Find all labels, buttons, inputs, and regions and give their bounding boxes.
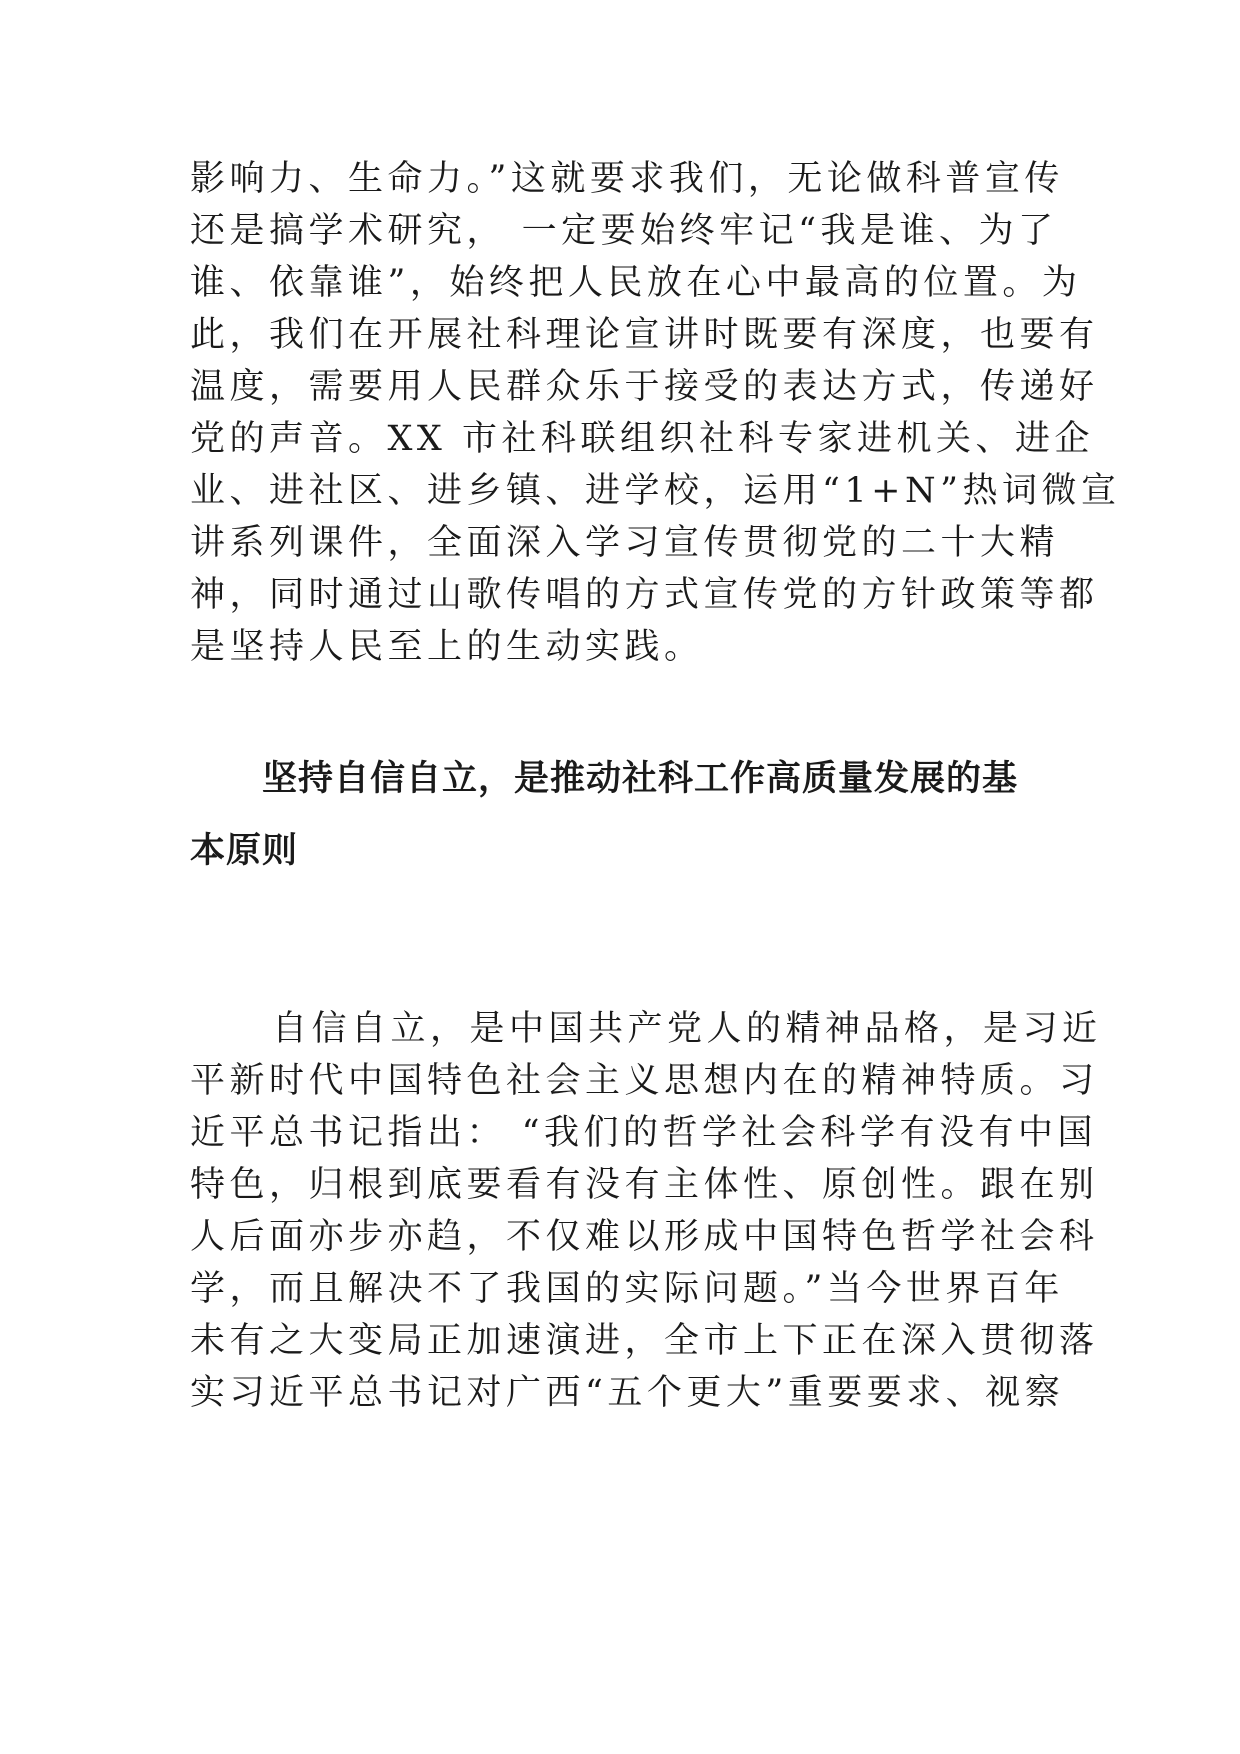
paragraph-line: 特色，归根到底要看有没有主体性、原创性。跟在别 xyxy=(190,1165,1099,1205)
paragraph-line: 未有之大变局正加速演进，全市上下正在深入贯彻落 xyxy=(190,1321,1099,1361)
paragraph-line: 实习近平总书记对广西“五个更大”重要要求、视察 xyxy=(190,1373,1065,1413)
paragraph-line: 是坚持人民至上的生动实践。 xyxy=(190,627,704,667)
paragraph-line: 学，而且解决不了我国的实际问题。”当今世界百年 xyxy=(190,1269,1064,1309)
paragraph-line: 此，我们在开展社科理论宣讲时既要有深度，也要有 xyxy=(190,315,1099,355)
heading-line: 坚持自信自立，是推动社科工作高质量发展的基 xyxy=(262,759,1019,799)
paragraph-line: 讲系列课件，全面深入学习宣传贯彻党的二十大精 xyxy=(190,523,1060,563)
paragraph-line: 自信自立，是中国共产党人的精神品格，是习近 xyxy=(272,1009,1102,1049)
paragraph-line: 神，同时通过山歌传唱的方式宣传党的方针政策等都 xyxy=(190,575,1099,615)
paragraph-line: 近平总书记指出： “我们的哲学社会科学有没有中国 xyxy=(190,1113,1098,1153)
paragraph-line: 还是搞学术研究， 一定要始终牢记“我是谁、为了 xyxy=(190,211,1058,251)
paragraph-line: 党的声音。XX 市社科联组织社科专家进机关、进企 xyxy=(190,419,1094,459)
paragraph-line: 平新时代中国特色社会主义思想内在的精神特质。习 xyxy=(190,1061,1099,1101)
heading-line: 本原则 xyxy=(190,831,299,871)
paragraph-line: 影响力、生命力。”这就要求我们，无论做科普宣传 xyxy=(190,159,1064,199)
paragraph-line: 谁、依靠谁”，始终把人民放在心中最高的位置。为 xyxy=(190,263,1082,303)
paragraph-line: 人后面亦步亦趋，不仅难以形成中国特色哲学社会科 xyxy=(190,1217,1099,1257)
paragraph-line: 业、进社区、进乡镇、进学校，运用“1+N”热词微宣 xyxy=(190,471,1121,511)
paragraph-line: 温度，需要用人民群众乐于接受的表达方式，传递好 xyxy=(190,367,1099,407)
